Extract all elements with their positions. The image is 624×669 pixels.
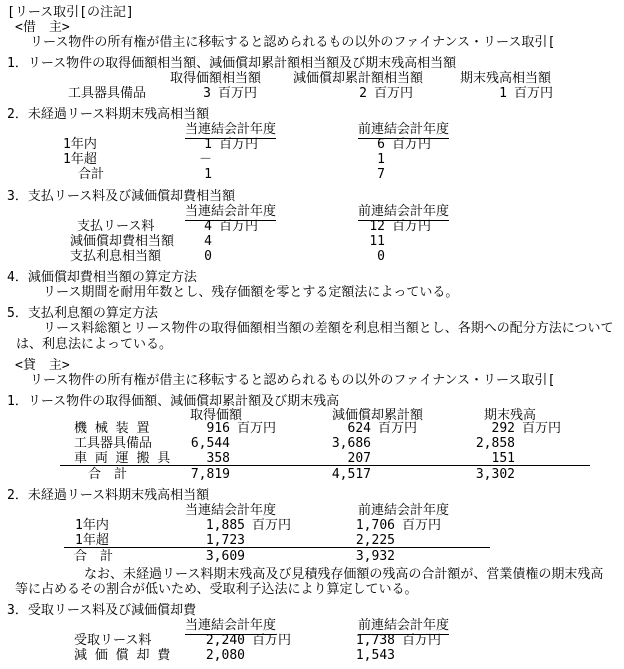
- lessor-s1-title: 1．リース物件の取得価額、減価償却累計額及び期末残高: [7, 394, 340, 409]
- lessor-s2-header-row: [0, 503, 624, 518]
- cell-value: 151: [491, 451, 515, 466]
- borrower-s1-title: 1．リース物件の取得価額相当額、減価償却累計額相当額及び期末残高相当額: [7, 56, 457, 71]
- row-label: 減 価 償 却 費: [74, 648, 171, 663]
- row-label: 合計: [78, 167, 105, 182]
- col-header: 当連結会計年度: [185, 122, 277, 137]
- cell-value: 6: [377, 137, 385, 152]
- table-row: [0, 152, 624, 167]
- col-header: 期末残高: [484, 408, 537, 423]
- unit-label: 百万円: [392, 219, 432, 234]
- table-row: [0, 633, 624, 648]
- row-label: 1年超: [63, 152, 97, 167]
- table-row: [0, 86, 624, 101]
- cell-value: 916: [206, 421, 230, 436]
- row-label: 1年内: [75, 518, 109, 533]
- unit-label: 百万円: [402, 633, 442, 648]
- row-label: 支払リース料: [77, 219, 155, 234]
- unit-label: 百万円: [237, 421, 277, 436]
- cell-value: 0: [377, 249, 385, 264]
- borrower-s5-body-line2: は、利息法によっている。: [16, 337, 173, 352]
- unit-label: 百万円: [392, 137, 432, 152]
- table-total-row: [0, 549, 624, 564]
- row-label: 1年超: [75, 533, 109, 548]
- table-total-row: [0, 467, 624, 482]
- borrower-s2-title: 2．未経過リース料期末残高相当額: [7, 107, 210, 122]
- col-header: 取得価額: [190, 408, 243, 423]
- unit-label: 百万円: [252, 633, 292, 648]
- borrower-heading: <借 主>: [15, 20, 70, 35]
- col-header: 当連結会計年度: [185, 503, 277, 518]
- borrower-s5-body-line1: リース料総額とリース物件の取得価額相当額の差額を利息相当額とし、各期への配分方法について: [43, 321, 614, 336]
- cell-value: 3: [203, 86, 211, 101]
- unit-label: 百万円: [402, 518, 442, 533]
- cell-value: 7,819: [190, 467, 230, 482]
- cell-value: 1,738: [355, 633, 395, 648]
- row-label: 工具器具備品: [74, 436, 153, 451]
- row-label: 受取リース料: [74, 633, 152, 648]
- cell-value: 2,080: [205, 648, 245, 663]
- cell-value: 3,932: [355, 549, 395, 564]
- borrower-s2-header-row: [0, 122, 624, 137]
- lessor-s3-title: 3．受取リース料及び減価償却費: [7, 603, 197, 618]
- table-row: [0, 249, 624, 264]
- doc-title: [リース取引[の注記]: [7, 5, 134, 20]
- table-row: [0, 137, 624, 152]
- unit-label: 百万円: [514, 86, 554, 101]
- row-label: 合 計: [74, 549, 114, 564]
- cell-value: 4: [204, 219, 212, 234]
- row-label: 機 械 装 置: [74, 421, 150, 436]
- cell-value: 2,858: [475, 436, 515, 451]
- cell-value: 1: [499, 86, 507, 101]
- table-row: [0, 518, 624, 533]
- col-header: 減価償却累計額相当額: [293, 71, 424, 86]
- col-header: 期末残高相当額: [460, 71, 552, 86]
- cell-value: 6,544: [190, 436, 230, 451]
- borrower-s3-title: 3．支払リース料及び減価償却費相当額: [7, 189, 236, 204]
- unit-label: 百万円: [219, 219, 259, 234]
- unit-label: 百万円: [219, 137, 259, 152]
- lessor-s2-title: 2．未経過リース料期末残高相当額: [7, 488, 210, 503]
- cell-value: 1: [204, 137, 212, 152]
- unit-label: 百万円: [374, 86, 414, 101]
- unit-label: 百万円: [378, 421, 418, 436]
- table-rule: [60, 465, 590, 466]
- table-row: [0, 219, 624, 234]
- cell-value: 2: [359, 86, 367, 101]
- cell-value: 3,686: [331, 436, 371, 451]
- unit-label: 百万円: [252, 518, 292, 533]
- cell-value: 1,706: [355, 518, 395, 533]
- cell-value: 11: [369, 234, 385, 249]
- cell-value: 4: [204, 234, 212, 249]
- lessor-heading: <貸 主>: [15, 358, 70, 373]
- table-row: [0, 436, 624, 451]
- cell-value: 3,609: [205, 549, 245, 564]
- table-row: [0, 421, 624, 436]
- col-header: 前連結会計年度: [358, 122, 450, 137]
- borrower-s4-body: リース期間を耐用年数とし、残存価額を零とする定額法によっている。: [43, 285, 459, 300]
- borrower-s4-title: 4．減価償却費相当額の算定方法: [7, 270, 197, 285]
- col-header: 前連結会計年度: [358, 204, 450, 219]
- borrower-intro: リース物件の所有権が借主に移転すると認められるもの以外のファイナンス・リース取引[: [30, 35, 556, 50]
- row-label: 減価償却費相当額: [70, 234, 175, 249]
- table-row: [0, 167, 624, 182]
- borrower-s5-title: 5．支払利息額の算定方法: [7, 306, 158, 321]
- cell-value: 1,543: [355, 648, 395, 663]
- lessor-intro: リース物件の所有権が借主に移転すると認められるもの以外のファイナンス・リース取引[: [30, 373, 556, 388]
- table-row: [0, 648, 624, 663]
- col-header: 減価償却累計額: [332, 408, 424, 423]
- cell-value: 358: [206, 451, 230, 466]
- cell-value: 12: [369, 219, 385, 234]
- cell-value: 7: [377, 167, 385, 182]
- cell-value: 2,240: [205, 633, 245, 648]
- cell-value: 1: [204, 167, 212, 182]
- row-label: 1年内: [63, 137, 97, 152]
- lessor-s3-header-row: [0, 618, 624, 633]
- table-rule: [64, 547, 490, 548]
- lessor-s2-note-line1: なお、未経過リース料期末残高及び見積残存価額の残高の合計額が、営業債権の期末残高: [84, 567, 604, 582]
- col-header: 前連結会計年度: [358, 503, 450, 518]
- cell-value: －: [198, 152, 212, 167]
- cell-value: 207: [347, 451, 371, 466]
- col-header: 前連結会計年度: [358, 618, 450, 633]
- row-label: 車 両 運 搬 具: [74, 451, 171, 466]
- col-header: 取得価額相当額: [170, 71, 262, 86]
- table-row: [0, 533, 624, 548]
- row-label: 工具器具備品: [68, 86, 147, 101]
- cell-value: 1,723: [205, 533, 245, 548]
- col-header: 当連結会計年度: [185, 618, 277, 633]
- cell-value: 1: [377, 152, 385, 167]
- borrower-s3-header-row: [0, 204, 624, 219]
- row-label: 支払利息相当額: [70, 249, 162, 264]
- cell-value: 0: [204, 249, 212, 264]
- cell-value: 2,225: [355, 533, 395, 548]
- cell-value: 4,517: [331, 467, 371, 482]
- table-row: [0, 451, 624, 466]
- col-header: 当連結会計年度: [185, 204, 277, 219]
- unit-label: 百万円: [218, 86, 258, 101]
- unit-label: 百万円: [522, 421, 562, 436]
- cell-value: 624: [347, 421, 371, 436]
- row-label: 合 計: [88, 467, 128, 482]
- borrower-s1-header-row: [0, 71, 624, 86]
- lessor-s2-note-line2: 等に占めるその割合が低いため、受取利子込法により算定している。: [15, 582, 418, 597]
- cell-value: 292: [491, 421, 515, 436]
- cell-value: 3,302: [475, 467, 515, 482]
- cell-value: 1,885: [205, 518, 245, 533]
- table-row: [0, 234, 624, 249]
